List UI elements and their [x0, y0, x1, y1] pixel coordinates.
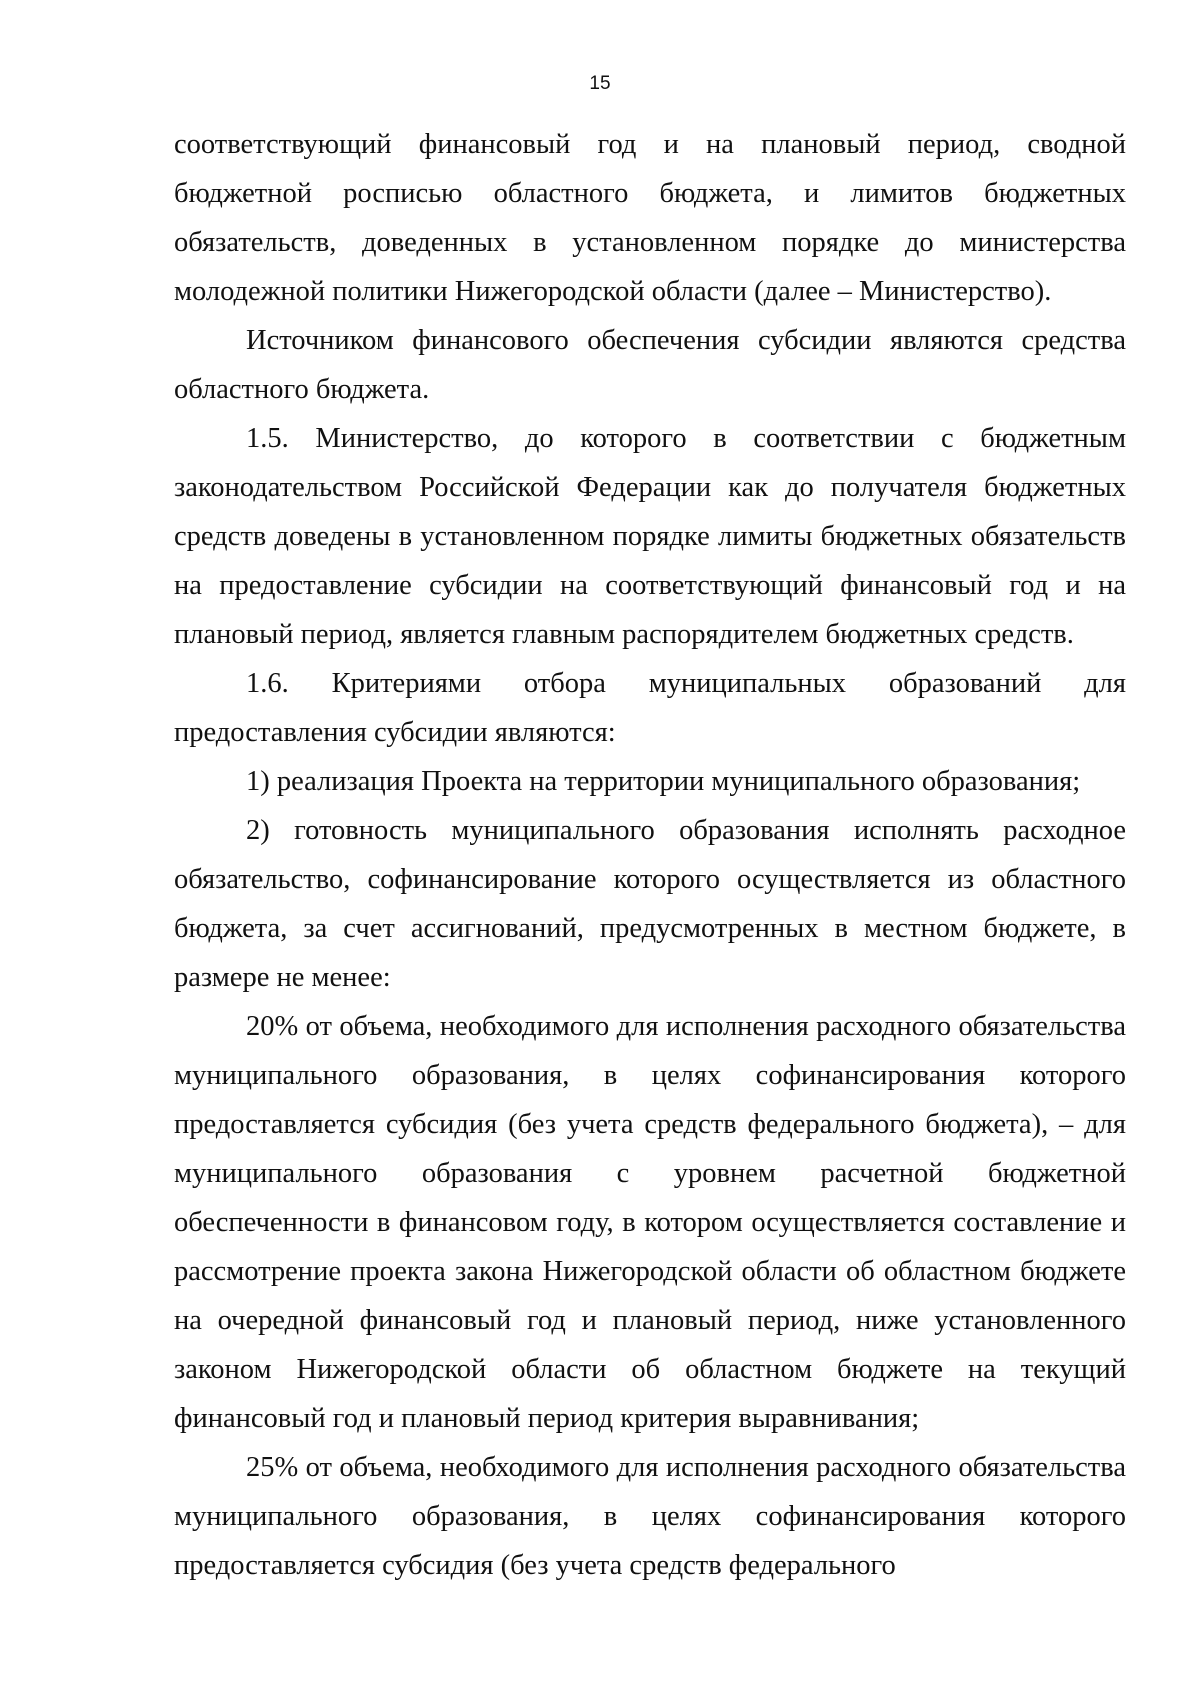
- paragraph-7: 20% от объема, необходимого для исполнения расходного обязательства муниципального образования, в целях софинансирования которого предоставляется субсидия (без учета средств федерального бюджета), – для муниципального образования с уровнем расчетной бюджетной обеспеченности в финансовом году, в котором осуществляется составление и рассмотрение проекта закона Нижегородской области об областном бюджете на очередной финансовый год и плановый период, ниже установленного законом Нижегородской области об областном бюджете на текущий финансовый год и плановый период критерия выравнивания;: [174, 1011, 1126, 1434]
- paragraph-3: 1.5. Министерство, до которого в соответствии с бюджетным законодательством Российской Федерации как до получателя бюджетных средств доведены в установленном порядке лимиты бюджетных обязательств на предоставление субсидии на соответствующий финансовый год и на плановый период, является главным распорядителем бюджетных средств.: [174, 423, 1126, 650]
- paragraph-2: Источником финансового обеспечения субсидии являются средства областного бюджета.: [174, 325, 1126, 405]
- paragraph-6: 2) готовность муниципального образования исполнять расходное обязательство, софинансирование которого осуществляется из областного бюджета, за счет ассигнований, предусмотренных в местном бюджете, в размере не менее:: [174, 815, 1126, 993]
- document-body: [174, 120, 1126, 1590]
- paragraph-8: 25% от объема, необходимого для исполнения расходного обязательства муниципального образования, в целях софинансирования которого предоставляется субсидия (без учета средств федерального: [174, 1452, 1126, 1581]
- page-number: 15: [589, 73, 611, 94]
- paragraph-5: 1) реализация Проекта на территории муниципального образования;: [246, 766, 1081, 797]
- paragraph-1: соответствующий финансовый год и на плановый период, сводной бюджетной росписью областного бюджета, и лимитов бюджетных обязательств, доведенных в установленном порядке до министерства молодежной политики Нижегородской области (далее – Министерство).: [174, 129, 1126, 307]
- paragraph-4: 1.6. Критериями отбора муниципальных образований для предоставления субсидии являются:: [174, 668, 1126, 748]
